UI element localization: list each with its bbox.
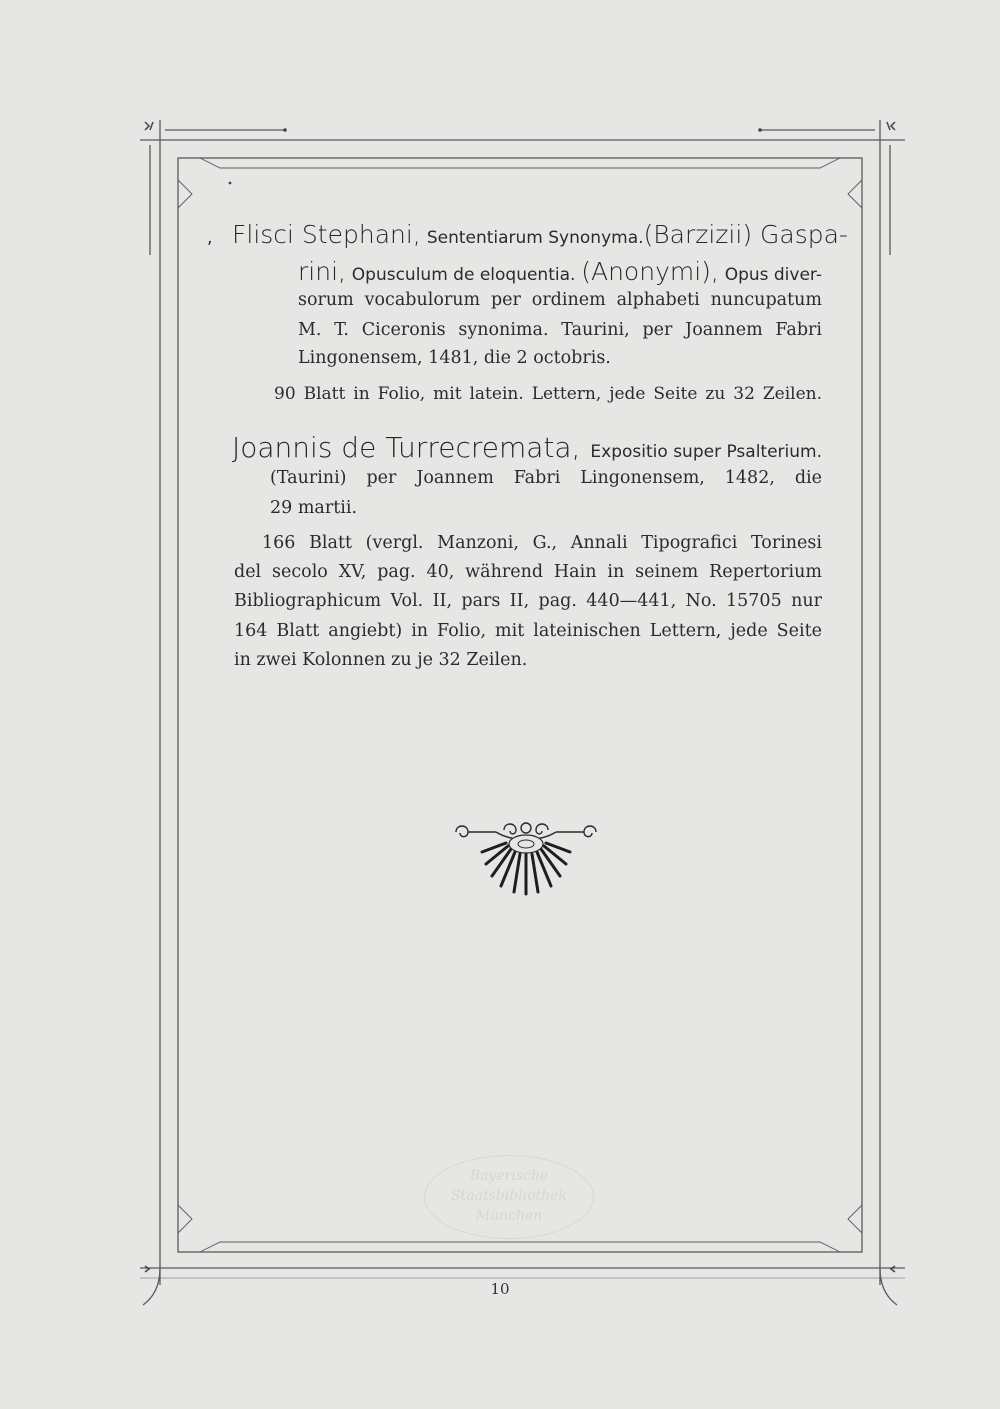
stamp-line2: Staatsbibliothek [451,1188,567,1204]
entry1-line4: M. T. Ciceronis synonima. Taurini, per Joannem Fabri [298,320,822,340]
entry2-note-line3: Bibliographicum Vol. II, pars II, pag. 440—441, No. 15705 nur [234,591,822,611]
entry1-line2 [298,259,822,284]
stamp-line3: München [475,1208,543,1224]
entry1-bullet: , [207,228,213,248]
entry1-author2: (Barzizii) Gaspa- [643,220,848,249]
entry1-line3: sorum vocabulorum per ordinem alphabeti nuncupatum [298,290,822,310]
entry2-note-line1: 166 Blatt (vergl. Manzoni, G., Annali Tipografici Torinesi [262,533,822,553]
entry1-line2-work: Opusculum de eloquentia. [351,265,576,285]
entry2-author: Joannis de Turrecremata, [232,431,581,464]
library-stamp [424,1155,594,1239]
entry1-line2-work2: Opus diver- [724,265,822,285]
stamp-line1: Bayerische [469,1168,549,1184]
entry1-line2-author2: (Anonymi), [581,257,719,286]
entry1-line1 [232,220,848,249]
entry2-line3: 29 martii. [270,498,358,518]
page-number: 10 [490,1280,510,1298]
entry1-line5: Lingonensem, 1481, die 2 octobris. [298,348,611,368]
entry2-work: Expositio super Psalterium. [590,442,822,462]
entry2-note-line5: in zwei Kolonnen zu je 32 Zeilen. [234,650,528,670]
entry2-note-line4: 164 Blatt angiebt) in Folio, mit lateinischen Lettern, jede Seite [234,621,822,641]
entry1-line2-author: rini, [298,257,346,286]
entry2-line1 [232,431,822,464]
entry1-note: 90 Blatt in Folio, mit latein. Lettern, jede Seite zu 32 Zeilen. [274,384,822,404]
entry2-note-line2: del secolo XV, pag. 40, während Hain in seinem Repertorium [234,562,822,582]
entry1-author: Flisci Stephani, [232,220,421,249]
entry1-work: Sententiarum Synonyma. [426,228,644,248]
fleuron-ornament [452,818,600,898]
entry2-line2: (Taurini) per Joannem Fabri Lingonensem, 1482, die [270,468,822,488]
